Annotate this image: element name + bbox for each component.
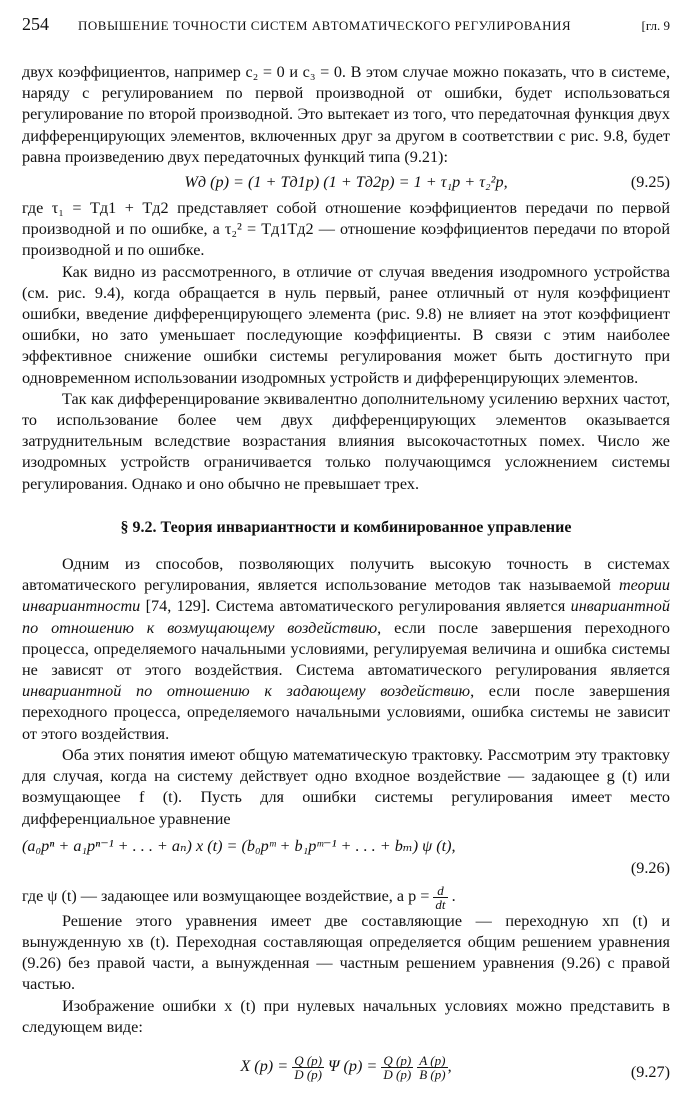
fraction-q-over-d bbox=[292, 1054, 324, 1081]
eq-lhs: X (p) = bbox=[240, 1057, 289, 1076]
eq-middle: Ψ (p) = bbox=[328, 1057, 378, 1076]
paragraph-6: Оба этих понятия имеют общую математическую трактовку. Рассмотрим эту трактовку для случая, когда на систему действует одно входное воздействие — задающее g (t) или возмущающее f (t). Пусть для ошибки системы регулирования имеет место дифференциальное уравнение bbox=[22, 745, 670, 828]
fraction-denominator: dt bbox=[435, 896, 446, 912]
fraction-d-dt bbox=[433, 884, 447, 911]
fraction-numerator: Q (p) bbox=[383, 1052, 412, 1068]
paragraph-5 bbox=[22, 554, 670, 745]
text-run: Одним из способов, позволяющих получить высокую точность в системах автоматического регулирования, является использование методов так называемой bbox=[22, 555, 670, 595]
fraction-q-over-d-2 bbox=[381, 1054, 413, 1081]
italic-term: инвариантной по отношению к возмущающему воздействию bbox=[22, 597, 670, 637]
equation-9-26-expression: (a₀pⁿ + a₁pⁿ⁻¹ + . . . + aₙ) x (t) = (b₀pᵐ + b₁pᵐ⁻¹ + . . . + bₘ) ψ (t), bbox=[22, 836, 456, 855]
italic-term: инвариантной по отношению к задающему воздействию bbox=[22, 682, 471, 701]
eq-end: , bbox=[447, 1057, 452, 1076]
paragraph-8: Решение этого уравнения имеет две составляющие — переходную xп (t) и вынужденную xв (t). Переходная составляющая определяется общим решением уравнения (9.26) без правой части, а вынужденная — частным решением уравнения (9.26) с правой частью. bbox=[22, 911, 670, 994]
equation-9-25 bbox=[22, 172, 670, 196]
equation-9-26 bbox=[22, 836, 670, 882]
equation-9-27-number: (9.27) bbox=[630, 1062, 670, 1081]
chapter-label: [гл. 9 bbox=[641, 18, 670, 33]
text-run: , если после завершения переходного процесса, определяемого начальными условиями, ошибка системы не зависит от этого воздействия. bbox=[22, 682, 671, 743]
equation-9-26-number: (9.26) bbox=[630, 858, 670, 877]
fraction-denominator: B (p) bbox=[419, 1066, 446, 1082]
fraction-numerator: Q (p) bbox=[294, 1052, 322, 1068]
page-header bbox=[22, 14, 670, 40]
paragraph-1: двух коэффициентов, например c₂ = 0 и c₃ = 0. В этом случае можно показать, что в системе, наряду с регулированием по первой производной от ошибки, будет использоваться регулирование по второй производной. Это вытекает из того, что передаточная функция двух дифференцирующих элементов, включенных друг за другом в соответствии с рис. 9.8, будет равна произведению двух передаточных функций типа (9.21): bbox=[22, 63, 670, 166]
fraction-numerator: A (p) bbox=[417, 1054, 447, 1068]
paragraph-2: где τ₁ = Tд1 + Tд2 представляет собой отношение коэффициентов передачи по первой производной и по ошибке, а τ₂² = Tд1Tд2 — отношение коэффициентов передачи по второй производной и по ошибке. bbox=[22, 199, 670, 260]
equation-9-27 bbox=[22, 1048, 670, 1092]
paragraph-9: Изображение ошибки x (t) при нулевых начальных условиях можно представить в следующем виде: bbox=[22, 996, 670, 1036]
text-run: [74, 129]. Система автоматического регулирования является bbox=[140, 597, 571, 616]
fraction-a-over-b bbox=[417, 1054, 447, 1081]
italic-term: теории инвариантности bbox=[22, 576, 670, 616]
equation-9-25-expression: Wд (p) = (1 + Tд1p) (1 + Tд2p) = 1 + τ₁p + τ₂²p, bbox=[184, 173, 508, 192]
equation-9-27-expression bbox=[22, 1054, 670, 1081]
paragraph-7 bbox=[22, 884, 670, 911]
running-title: ПОВЫШЕНИЕ ТОЧНОСТИ СИСТЕМ АВТОМАТИЧЕСКОГО РЕГУЛИРОВАНИЯ bbox=[78, 18, 572, 33]
fraction-numerator: d bbox=[433, 884, 447, 898]
paragraph-3: Как видно из рассмотренного, в отличие от случая введения изодромного устройства (см. рис. 9.4), когда обращается в нуль первый, ранее отличный от нуля коэффициент ошибки, введение дифференцирующего элемента (рис. 9.8) не влияет на этот коэффициент ошибки, но зато уменьшает последующие коэффициенты. В связи с этим наиболее эффективное снижение ошибки системы регулирования может быть достигнуто при одновременном использовании изодромных устройств и дифференцирующих элементов. bbox=[22, 262, 670, 387]
text-run: где ψ (t) — задающее или возмущающее воздействие, а p = bbox=[22, 886, 434, 905]
equation-9-25-number: (9.25) bbox=[630, 173, 670, 192]
text-run: . bbox=[447, 886, 456, 905]
fraction-denominator: D (p) bbox=[294, 1066, 322, 1082]
page-number: 254 bbox=[22, 14, 49, 34]
section-heading: § 9.2. Теория инвариантности и комбинированное управление bbox=[120, 518, 572, 536]
page-body bbox=[22, 62, 670, 1092]
fraction-denominator: D (p) bbox=[383, 1066, 412, 1082]
paragraph-4: Так как дифференцирование эквивалентно дополнительному усилению верхних частот, то использование более чем двух дифференцирующих элементов оказывается затруднительным вследствие возрастания влияния высокочастотных помех. Число же изодромных устройств ограничивается только получающимся усложнением системы регулирования. Однако и оно обычно не превышает трех. bbox=[22, 389, 670, 493]
text-run: , если после завершения переходного процесса, определяемого начальными условиями, регулируемая величина и ошибка системы не зависят от этого воздействия. Система автоматического регулирования является bbox=[22, 618, 670, 680]
